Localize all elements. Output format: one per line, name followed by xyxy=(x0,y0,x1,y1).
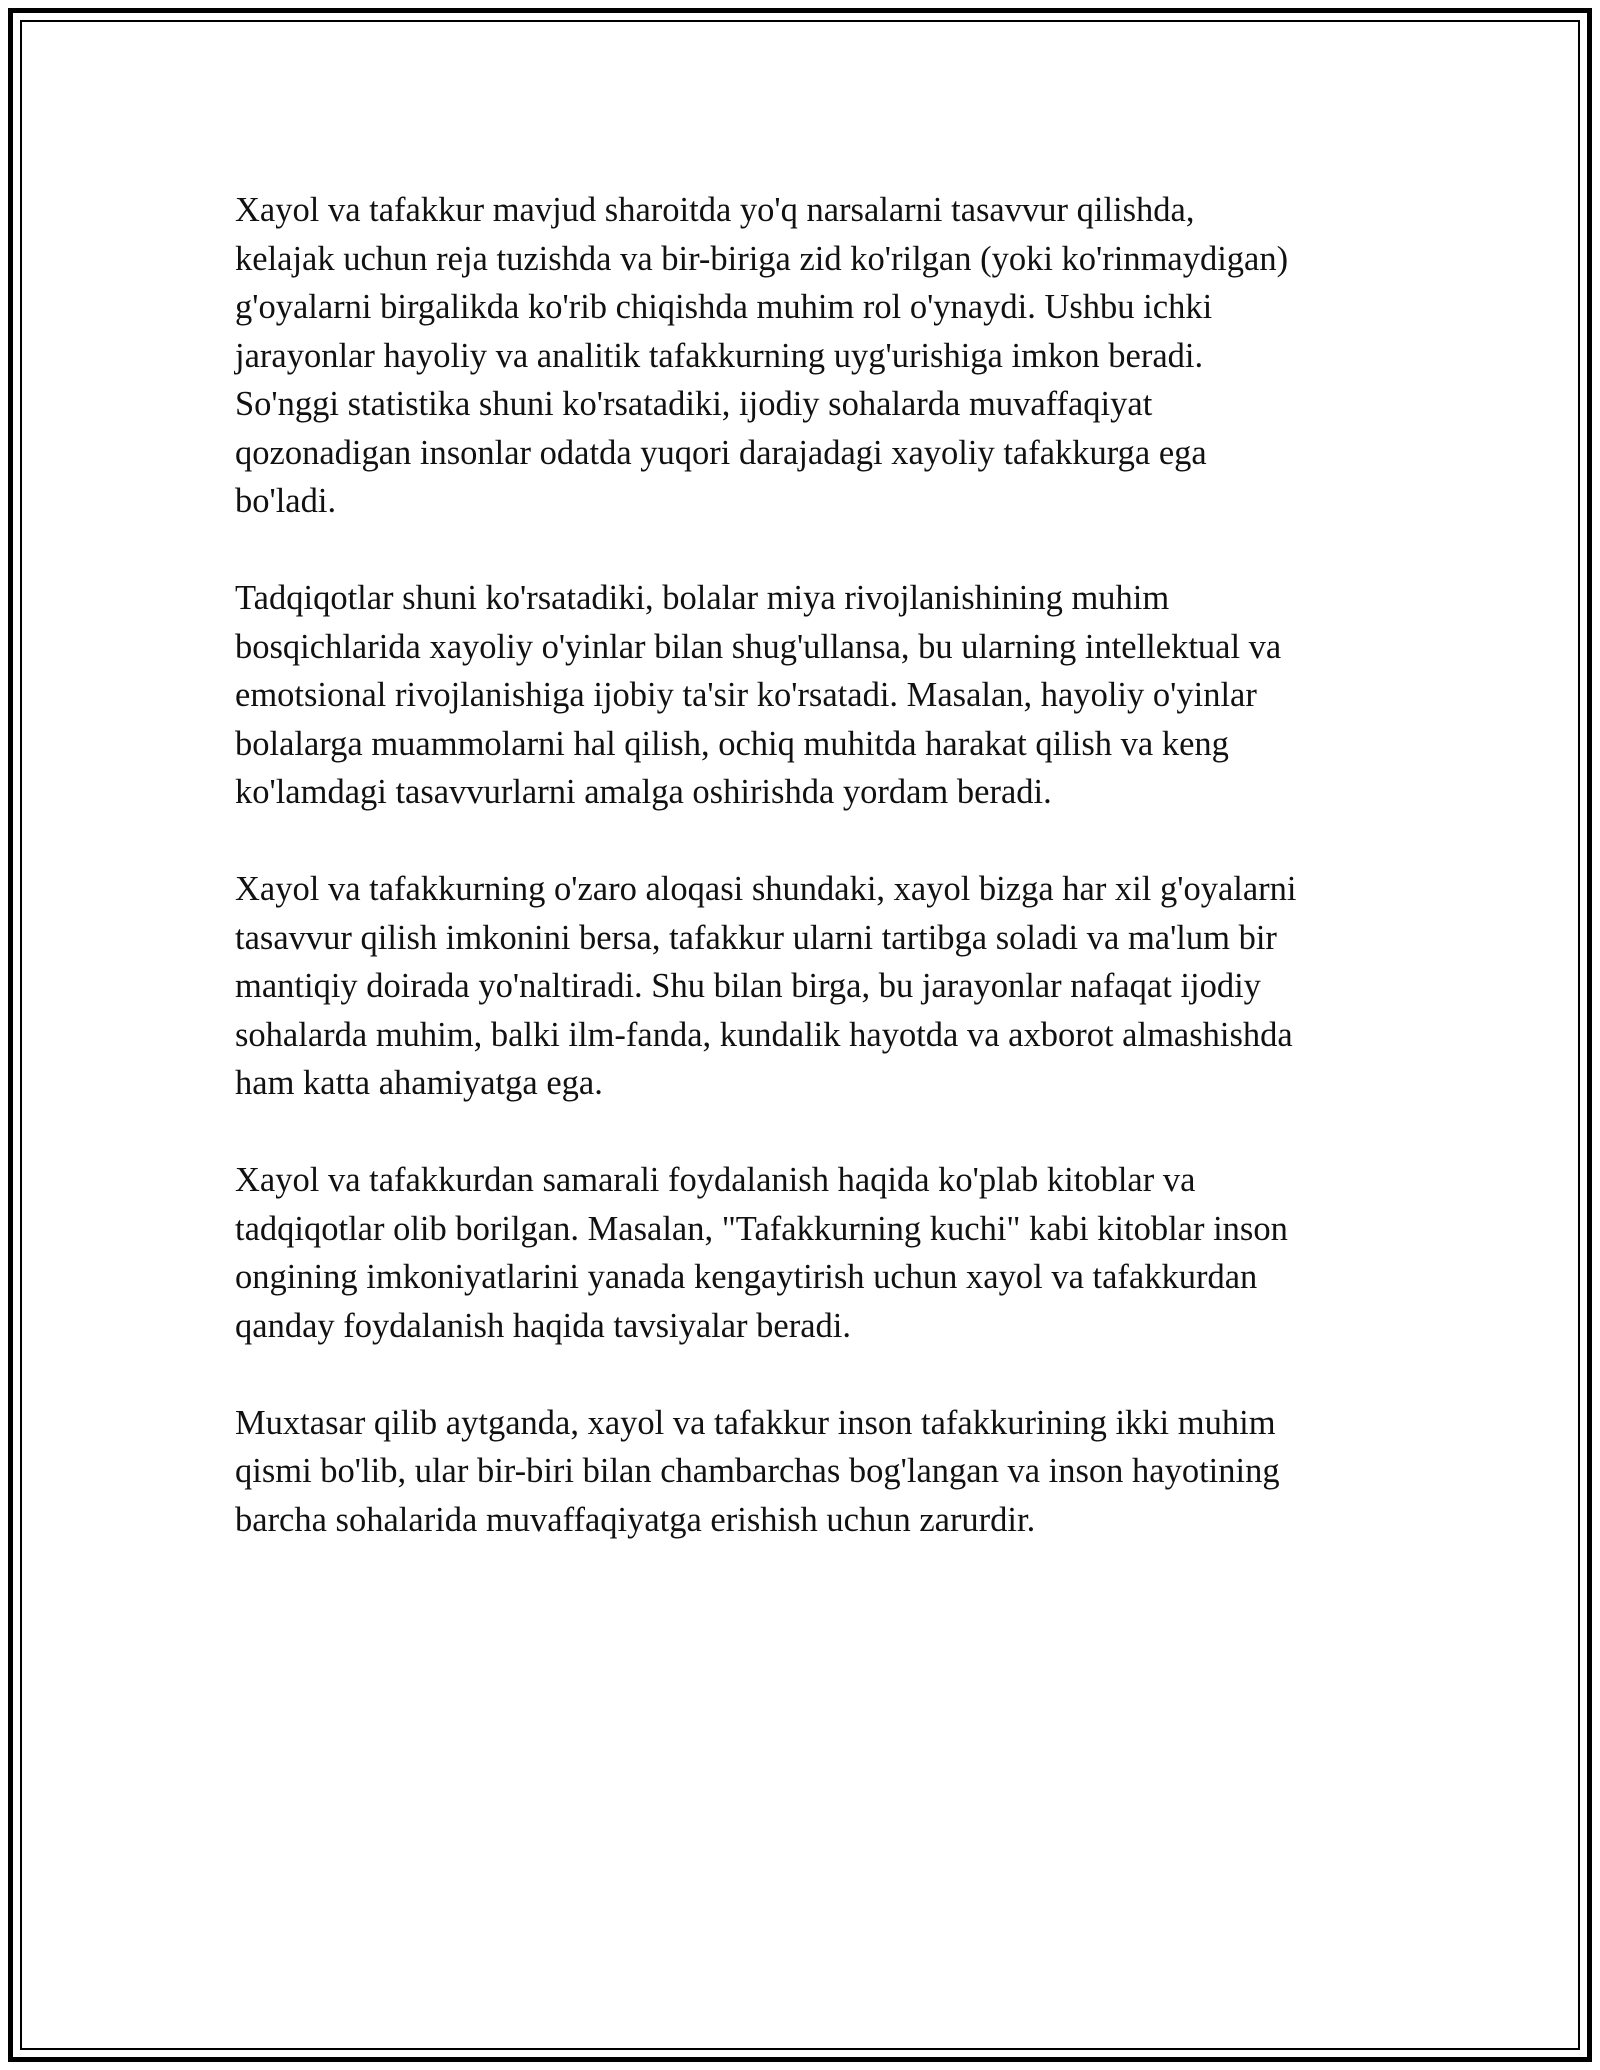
text-line: Xayol va tafakkurdan samarali foydalanish haqida ko'plab kitoblar va xyxy=(235,1161,1196,1199)
document-body xyxy=(235,186,1375,1593)
paragraph-4 xyxy=(235,1156,1375,1350)
text-line: g'oyalarni birgalikda ko'rib chiqishda muhim rol o'ynaydi. Ushbu ichki xyxy=(235,288,1213,326)
text-line: Xayol va tafakkur mavjud sharoitda yo'q narsalarni tasavvur qilishda, xyxy=(235,191,1195,229)
text-line: ongining imkoniyatlarini yanada kengaytirish uchun xayol va tafakkurdan xyxy=(235,1258,1258,1296)
text-line: bo'ladi. xyxy=(235,482,337,520)
text-line: ham katta ahamiyatga ega. xyxy=(235,1064,603,1102)
text-line: ko'lamdagi tasavvurlarni amalga oshirishda yordam beradi. xyxy=(235,773,1052,811)
paragraph-5 xyxy=(235,1399,1375,1545)
text-line: tadqiqotlar olib borilgan. Masalan, "Tafakkurning kuchi" kabi kitoblar inson xyxy=(235,1209,1288,1248)
text-line: Tadqiqotlar shuni ko'rsatadiki, bolalar miya rivojlanishining muhim xyxy=(235,579,1170,617)
text-line: tasavvur qilish imkonini bersa, tafakkur ularni tartibga soladi va ma'lum bir xyxy=(235,918,1277,957)
paragraph-3 xyxy=(235,865,1375,1108)
paragraph-1 xyxy=(235,186,1375,526)
text-line: kelajak uchun reja tuzishda va bir-biriga zid ko'rilgan (yoki ko'rinmaydigan) xyxy=(235,239,1289,278)
text-line: bosqichlarida xayoliy o'yinlar bilan shug'ullansa, bu ularning intellektual va xyxy=(235,627,1282,666)
text-line: emotsional rivojlanishiga ijobiy ta'sir ko'rsatadi. Masalan, hayoliy o'yinlar xyxy=(235,676,1257,714)
text-line: Xayol va tafakkurning o'zaro aloqasi shundaki, xayol bizga har xil g'oyalarni xyxy=(235,870,1297,908)
paragraph-2 xyxy=(235,574,1375,817)
text-line: jarayonlar hayoliy va analitik tafakkurning uyg'urishiga imkon beradi. xyxy=(235,336,1204,375)
text-line: qozonadigan insonlar odatda yuqori darajadagi xayoliy tafakkurga ega xyxy=(235,433,1207,472)
text-line: So'nggi statistika shuni ko'rsatadiki, ijodiy sohalarda muvaffaqiyat xyxy=(235,385,1153,423)
text-line: bolalarga muammolarni hal qilish, ochiq muhitda harakat qilish va keng xyxy=(235,724,1229,763)
text-line: mantiqiy doirada yo'naltiradi. Shu bilan birga, bu jarayonlar nafaqat ijodiy xyxy=(235,967,1261,1005)
text-line: sohalarda muhim, balki ilm-fanda, kundalik hayotda va axborot almashishda xyxy=(235,1015,1293,1054)
text-line: qanday foydalanish haqida tavsiyalar beradi. xyxy=(235,1306,851,1345)
text-line: barcha sohalarida muvaffaqiyatga erishish uchun zarurdir. xyxy=(235,1500,1036,1539)
text-line: qismi bo'lib, ular bir-biri bilan chambarchas bog'langan va inson hayotining xyxy=(235,1452,1280,1490)
text-line: Muxtasar qilib aytganda, xayol va tafakkur inson tafakkurining ikki muhim xyxy=(235,1403,1276,1442)
